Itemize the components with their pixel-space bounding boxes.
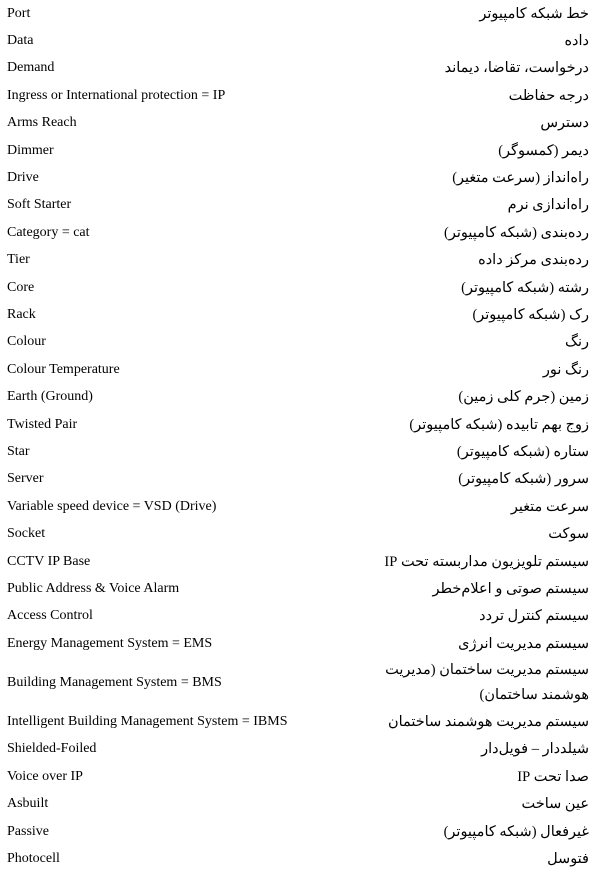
english-term: CCTV IP Base bbox=[7, 553, 91, 569]
persian-term: سیستم صوتی و اعلام‌خطر bbox=[432, 580, 589, 597]
glossary-row bbox=[0, 383, 595, 410]
persian-term: غیرفعال (شبکه کامپیوتر) bbox=[443, 823, 589, 840]
glossary-row bbox=[0, 411, 595, 438]
glossary-row bbox=[0, 27, 595, 54]
persian-term: داده bbox=[564, 33, 589, 50]
persian-term: سوکت bbox=[548, 526, 589, 543]
english-term: Socket bbox=[7, 526, 46, 542]
english-term: Soft Starter bbox=[7, 197, 72, 213]
english-term: Variable speed device = VSD (Drive) bbox=[7, 498, 217, 514]
english-term: Demand bbox=[7, 60, 55, 76]
english-term: Voice over IP bbox=[7, 768, 83, 784]
glossary-row bbox=[0, 0, 595, 27]
persian-term: سیستم مدیریت انرژی bbox=[458, 635, 589, 652]
persian-term: خط شبکه کامپیوتر bbox=[479, 5, 589, 22]
persian-term: شیلددار – فویل‌دار bbox=[481, 741, 589, 758]
glossary-row bbox=[0, 192, 595, 219]
english-term: Ingress or International protection = IP bbox=[7, 87, 226, 103]
glossary-row bbox=[0, 520, 595, 547]
persian-term: رنگ bbox=[564, 334, 589, 351]
glossary-row bbox=[0, 219, 595, 246]
english-term: Twisted Pair bbox=[7, 416, 78, 432]
english-term: Server bbox=[7, 471, 44, 487]
glossary-row bbox=[0, 708, 595, 735]
persian-term: سرور (شبکه کامپیوتر) bbox=[458, 471, 589, 488]
english-term: Tier bbox=[7, 252, 30, 268]
glossary-row bbox=[0, 301, 595, 328]
persian-term: رده‌بندی مرکز داده bbox=[478, 252, 589, 269]
english-term: Category = cat bbox=[7, 224, 90, 240]
english-term: Energy Management System = EMS bbox=[7, 635, 213, 651]
persian-term: سیستم مدیریت هوشمند ساختمان bbox=[387, 714, 589, 731]
english-term: Access Control bbox=[7, 608, 93, 624]
glossary-row bbox=[0, 630, 595, 657]
glossary-row bbox=[0, 603, 595, 630]
persian-term: عین ساخت bbox=[521, 796, 589, 813]
english-term: Earth (Ground) bbox=[7, 389, 93, 405]
glossary-row bbox=[0, 438, 595, 465]
persian-term: سیستم کنترل تردد bbox=[479, 608, 589, 625]
english-term: Port bbox=[7, 5, 31, 21]
persian-term: درخواست، تقاضا، دیماند bbox=[444, 60, 589, 77]
english-term: Asbuilt bbox=[7, 796, 49, 812]
glossary-row bbox=[0, 736, 595, 763]
glossary-row bbox=[0, 110, 595, 137]
persian-term: دسترس bbox=[540, 115, 589, 132]
persian-term: ستاره (شبکه کامپیوتر) bbox=[456, 443, 589, 460]
glossary-row bbox=[0, 247, 595, 274]
persian-term: سرعت متغیر bbox=[510, 498, 589, 515]
english-term: Shielded-Foiled bbox=[7, 741, 97, 757]
glossary-row bbox=[0, 493, 595, 520]
glossary-row bbox=[0, 657, 595, 708]
english-term: Dimmer bbox=[7, 142, 54, 158]
glossary-row bbox=[0, 818, 595, 845]
glossary-row bbox=[0, 845, 595, 872]
persian-term: سیستم مدیریت ساختمان (مدیریت هوشمند ساختمان) bbox=[385, 661, 589, 703]
glossary-row bbox=[0, 575, 595, 602]
glossary-row bbox=[0, 55, 595, 82]
glossary-row bbox=[0, 329, 595, 356]
glossary-row bbox=[0, 791, 595, 818]
english-term: Core bbox=[7, 279, 35, 295]
glossary-row bbox=[0, 82, 595, 109]
glossary-row bbox=[0, 274, 595, 301]
persian-term: راه‌اندازی نرم bbox=[507, 197, 589, 214]
persian-term: رده‌بندی (شبکه کامپیوتر) bbox=[443, 224, 589, 241]
english-term: Data bbox=[7, 33, 34, 49]
persian-term: رشته (شبکه کامپیوتر) bbox=[461, 279, 589, 296]
english-term: Drive bbox=[7, 170, 39, 186]
persian-term: درجه حفاظت bbox=[508, 87, 589, 104]
english-term: Public Address & Voice Alarm bbox=[7, 580, 180, 596]
persian-term: رنگ نور bbox=[542, 361, 589, 378]
persian-term: فتوسل bbox=[547, 851, 589, 868]
glossary-row bbox=[0, 137, 595, 164]
persian-term: زوج بهم تابیده (شبکه کامپیوتر) bbox=[409, 416, 589, 433]
glossary-row bbox=[0, 466, 595, 493]
persian-term: رک (شبکه کامپیوتر) bbox=[472, 306, 589, 323]
english-term: Building Management System = BMS bbox=[7, 674, 222, 690]
english-term: Photocell bbox=[7, 851, 60, 867]
persian-term: دیمر (کمسوگر) bbox=[498, 142, 589, 159]
glossary-row bbox=[0, 356, 595, 383]
persian-term: زمین (جرم کلی زمین) bbox=[458, 389, 589, 406]
glossary-row bbox=[0, 548, 595, 575]
english-term: Passive bbox=[7, 823, 49, 839]
english-term: Star bbox=[7, 443, 30, 459]
glossary-row bbox=[0, 763, 595, 790]
glossary-row bbox=[0, 164, 595, 191]
english-term: Arms Reach bbox=[7, 115, 77, 131]
english-term: Intelligent Building Management System = IBMS bbox=[7, 714, 288, 730]
english-term: Rack bbox=[7, 306, 36, 322]
english-term: Colour Temperature bbox=[7, 361, 120, 377]
persian-term: صدا تحت IP bbox=[517, 768, 589, 785]
persian-term: سیستم تلویزیون مداربسته تحت IP bbox=[384, 553, 589, 570]
persian-term: راه‌انداز (سرعت متغیر) bbox=[452, 170, 589, 187]
english-term: Colour bbox=[7, 334, 46, 350]
